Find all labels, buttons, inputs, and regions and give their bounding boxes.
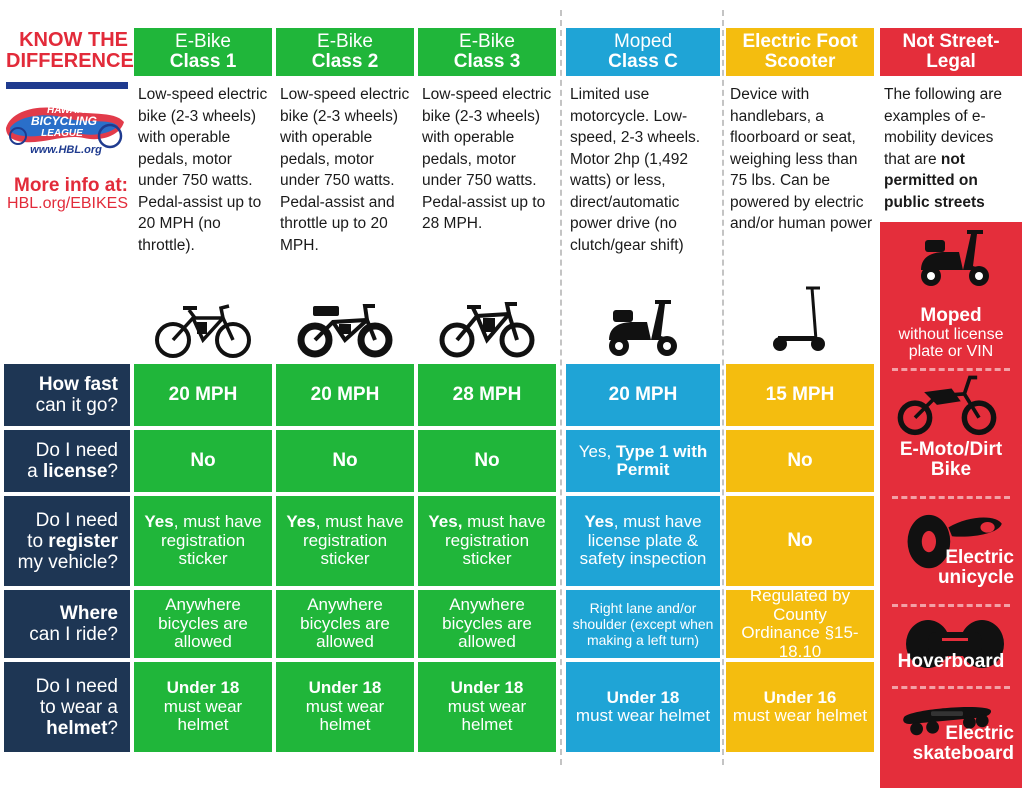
- not-street-legal-item-sub: without license plate or VIN: [898, 326, 1004, 360]
- city-ebike-icon: [134, 290, 272, 360]
- answer-cell: [134, 590, 272, 658]
- answer-text: [733, 689, 867, 726]
- column-divider: [560, 10, 562, 765]
- row-question-line1: [4, 374, 118, 395]
- not-street-legal-item: [882, 440, 1020, 480]
- answer-cell: [566, 496, 720, 586]
- row-question-bold: Where: [59, 603, 118, 624]
- row-question-text: Do I need: [35, 509, 118, 531]
- answer-cell: [726, 496, 874, 586]
- not-street-legal-item-label: E-Moto/Dirt Bike: [899, 439, 1003, 480]
- answer-normal: , must have registration sticker: [160, 512, 262, 569]
- answer-cell: [276, 662, 414, 752]
- column-description: Device with handlebars, a floorboard or seat, weighing less than 75 lbs. Can be powered by electric and/or human power: [730, 86, 873, 232]
- logo-url: www.HBL.org: [30, 144, 102, 156]
- answer-bold: Under 18: [166, 678, 240, 698]
- moped-icon: [566, 290, 720, 360]
- not-street-legal-item: [882, 652, 1020, 672]
- row-question: [4, 430, 130, 492]
- row-question-text: a: [27, 461, 43, 482]
- mountain-ebike-icon: [418, 290, 556, 360]
- row-question-line2: to wear a: [39, 696, 118, 718]
- answer-text: [572, 513, 714, 569]
- answer-normal: must wear helmet: [447, 696, 527, 735]
- answer-bold: No: [787, 449, 813, 471]
- answer-text: [572, 600, 714, 648]
- answer-cell: [726, 662, 874, 752]
- column-header-line1: E-Bike: [459, 31, 515, 52]
- answer-bold: Type 1 with Permit: [615, 441, 708, 479]
- not-street-legal-item-label: Electric unicycle: [937, 547, 1014, 588]
- answer-text: [140, 513, 266, 569]
- answer-bold: Yes: [286, 512, 316, 532]
- dashed-separator: [892, 496, 1010, 499]
- column-header-3: [418, 28, 556, 76]
- column-header-line2: Class C: [608, 51, 678, 72]
- answer-cell: [566, 430, 720, 492]
- answer-bold: 20 MPH: [310, 383, 380, 405]
- column-header-line1: Moped: [613, 31, 673, 52]
- answer-normal: Regulated by County Ordinance §15-18.10: [741, 586, 859, 661]
- row-question-bold: How fast: [38, 374, 118, 395]
- answer-text: [282, 679, 408, 735]
- answer-cell: [726, 586, 874, 661]
- column-description: Limited use motorcycle. Low-speed, 2-3 wheels. Motor 2hp (1,492 watts) or less, direct/automatic power drive (no clutch/gear shift): [570, 86, 701, 254]
- row-question-bold: helmet: [46, 717, 108, 739]
- not-street-legal-item-label: Moped: [920, 305, 982, 326]
- answer-normal: must have registration sticker: [444, 512, 546, 569]
- answer-text: [424, 513, 550, 569]
- answer-bold: 20 MPH: [608, 383, 678, 405]
- column-description: Low-speed electric bike (2-3 wheels) with operable pedals, motor under 750 watts. Pedal-assist and throttle up to 20 MPH.: [280, 86, 410, 254]
- not-street-legal-item: [882, 548, 1020, 588]
- answer-cell: [418, 364, 556, 426]
- answer-text: [282, 596, 408, 652]
- answer-normal: must wear helmet: [305, 696, 385, 735]
- row-question: [4, 662, 130, 752]
- answer-bold: No: [787, 529, 813, 551]
- answer-cell: [276, 590, 414, 658]
- column-header-line1: Electric Foot: [742, 31, 858, 52]
- row-question-line1: [4, 676, 118, 697]
- answer-normal: must wear helmet: [732, 706, 868, 725]
- answer-cell: [276, 496, 414, 586]
- row-question-line2: can I ride?: [29, 624, 118, 645]
- answer-text: [282, 513, 408, 569]
- column-header-2: [276, 28, 414, 76]
- answer-text: [424, 596, 550, 652]
- answer-bold: Under 18: [450, 678, 524, 698]
- answer-bold: Under 18: [606, 687, 680, 707]
- row-question: [4, 496, 130, 586]
- row-question-text: Do I need: [35, 440, 118, 461]
- answer-cell: [134, 496, 272, 586]
- svg-text:BICYCLING: BICYCLING: [31, 114, 97, 128]
- answer-bold: Yes: [584, 512, 614, 532]
- answer-normal: , must have license plate & safety inspection: [579, 512, 707, 569]
- answer-text: [608, 383, 678, 405]
- answer-text: [576, 689, 710, 726]
- answer-bold: No: [190, 449, 216, 471]
- answer-text: [424, 679, 550, 735]
- title-underline: [6, 82, 128, 89]
- dashed-separator: [892, 686, 1010, 689]
- answer-bold: Yes,: [428, 512, 463, 532]
- answer-text: [787, 449, 813, 471]
- answer-cell: [566, 590, 720, 658]
- row-question-text: ?: [107, 717, 118, 739]
- answer-text: [474, 449, 500, 471]
- column-description: Low-speed electric bike (2-3 wheels) with operable pedals, motor under 750 watts. Pedal-assist up to 28 MPH.: [422, 86, 552, 232]
- answer-bold: 28 MPH: [452, 383, 522, 405]
- dashed-separator: [892, 368, 1010, 371]
- row-question-line2: [4, 531, 118, 552]
- row-question-bold: register: [48, 530, 118, 552]
- column-header-4: [566, 28, 720, 76]
- row-question-text: Do I need: [35, 675, 118, 697]
- not-street-legal-header: Not Street- Legal: [880, 28, 1022, 76]
- column-header-line2: Class 2: [311, 51, 379, 72]
- answer-cell: [134, 364, 272, 426]
- column-header-line2: Scooter: [764, 51, 836, 72]
- answer-bold: 20 MPH: [168, 383, 238, 405]
- column-header-line2: Class 3: [453, 51, 521, 72]
- row-question-line3: my vehicle?: [17, 551, 118, 573]
- row-question-line3: [4, 718, 118, 739]
- not-street-legal-item-label: Hoverboard: [897, 651, 1005, 672]
- row-question-line2: can it go?: [35, 395, 118, 416]
- answer-cell: [418, 430, 556, 492]
- answer-text: [572, 443, 714, 480]
- svg-text:LEAGUE: LEAGUE: [41, 128, 83, 139]
- not-street-legal-item: [882, 306, 1020, 360]
- fat-tire-ebike-icon: [276, 290, 414, 360]
- answer-normal: must wear helmet: [575, 706, 711, 725]
- answer-normal: Anywhere bicycles are allowed: [442, 595, 532, 652]
- answer-text: [190, 449, 216, 471]
- row-question-line2: [4, 461, 118, 482]
- dashed-separator: [892, 604, 1010, 607]
- answer-normal: Yes,: [578, 441, 616, 461]
- answer-normal: Anywhere bicycles are allowed: [158, 595, 248, 652]
- not-street-legal-description: The following are examples of e-mobility devices that are not permitted on public streets: [884, 86, 1003, 211]
- column-description: Low-speed electric bike (2-3 wheels) with operable pedals, motor under 750 watts. Pedal-assist up to 20 MPH (no throttle).: [138, 86, 268, 254]
- row-question: [4, 590, 130, 658]
- answer-text: [732, 587, 868, 661]
- kick-scooter-icon: [726, 284, 874, 354]
- answer-bold: No: [332, 449, 358, 471]
- answer-text: [140, 679, 266, 735]
- answer-cell: [566, 364, 720, 426]
- answer-cell: [418, 496, 556, 586]
- answer-text: [332, 449, 358, 471]
- answer-normal: must wear helmet: [163, 696, 243, 735]
- answer-cell: [566, 662, 720, 752]
- column-header-line2: Class 1: [169, 51, 237, 72]
- answer-bold: Yes: [144, 512, 174, 532]
- row-question-text: ?: [107, 461, 118, 482]
- answer-normal: Right lane and/or shoulder (except when making a left turn): [572, 600, 714, 648]
- answer-bold: No: [474, 449, 500, 471]
- answer-text: [452, 383, 522, 405]
- answer-cell: [418, 590, 556, 658]
- row-question-line1: [4, 603, 118, 624]
- column-header-1: [134, 28, 272, 76]
- answer-normal: , must have registration sticker: [302, 512, 404, 569]
- column-divider: [722, 10, 724, 765]
- answer-cell: [134, 430, 272, 492]
- answer-text: [140, 596, 266, 652]
- answer-cell: [276, 430, 414, 492]
- answer-cell: [418, 662, 556, 752]
- column-header-line1: E-Bike: [317, 31, 373, 52]
- know-the-difference-title: KNOW THE DIFFERENCE: [6, 29, 134, 72]
- answer-cell: [726, 430, 874, 492]
- more-info-label: More info at:: [14, 175, 128, 196]
- answer-bold: 15 MPH: [765, 383, 835, 405]
- row-question-line1: [4, 440, 118, 461]
- answer-cell: [134, 662, 272, 752]
- moped-icon: [900, 226, 1010, 295]
- row-question-bold: license: [42, 461, 108, 482]
- answer-text: [787, 529, 813, 551]
- answer-normal: Anywhere bicycles are allowed: [300, 595, 390, 652]
- answer-bold: Under 18: [308, 678, 382, 698]
- row-question: [4, 364, 130, 426]
- answer-text: [168, 383, 238, 405]
- row-question-line1: [4, 510, 118, 531]
- column-header-line1: E-Bike: [175, 31, 231, 52]
- row-question-text: to: [27, 530, 49, 552]
- column-header-5: [726, 28, 874, 76]
- more-info-link[interactable]: HBL.org/EBIKES: [7, 195, 128, 212]
- answer-cell: [726, 364, 874, 426]
- dirt-bike-icon: [892, 372, 1002, 441]
- answer-text: [310, 383, 380, 405]
- not-street-legal-item: [882, 724, 1020, 764]
- not-street-legal-item-label: Electric skateboard: [912, 723, 1014, 764]
- answer-text: [765, 383, 835, 405]
- answer-bold: Under 16: [763, 687, 837, 707]
- answer-cell: [276, 364, 414, 426]
- svg-text:HAWAI'I: HAWAI'I: [47, 105, 85, 116]
